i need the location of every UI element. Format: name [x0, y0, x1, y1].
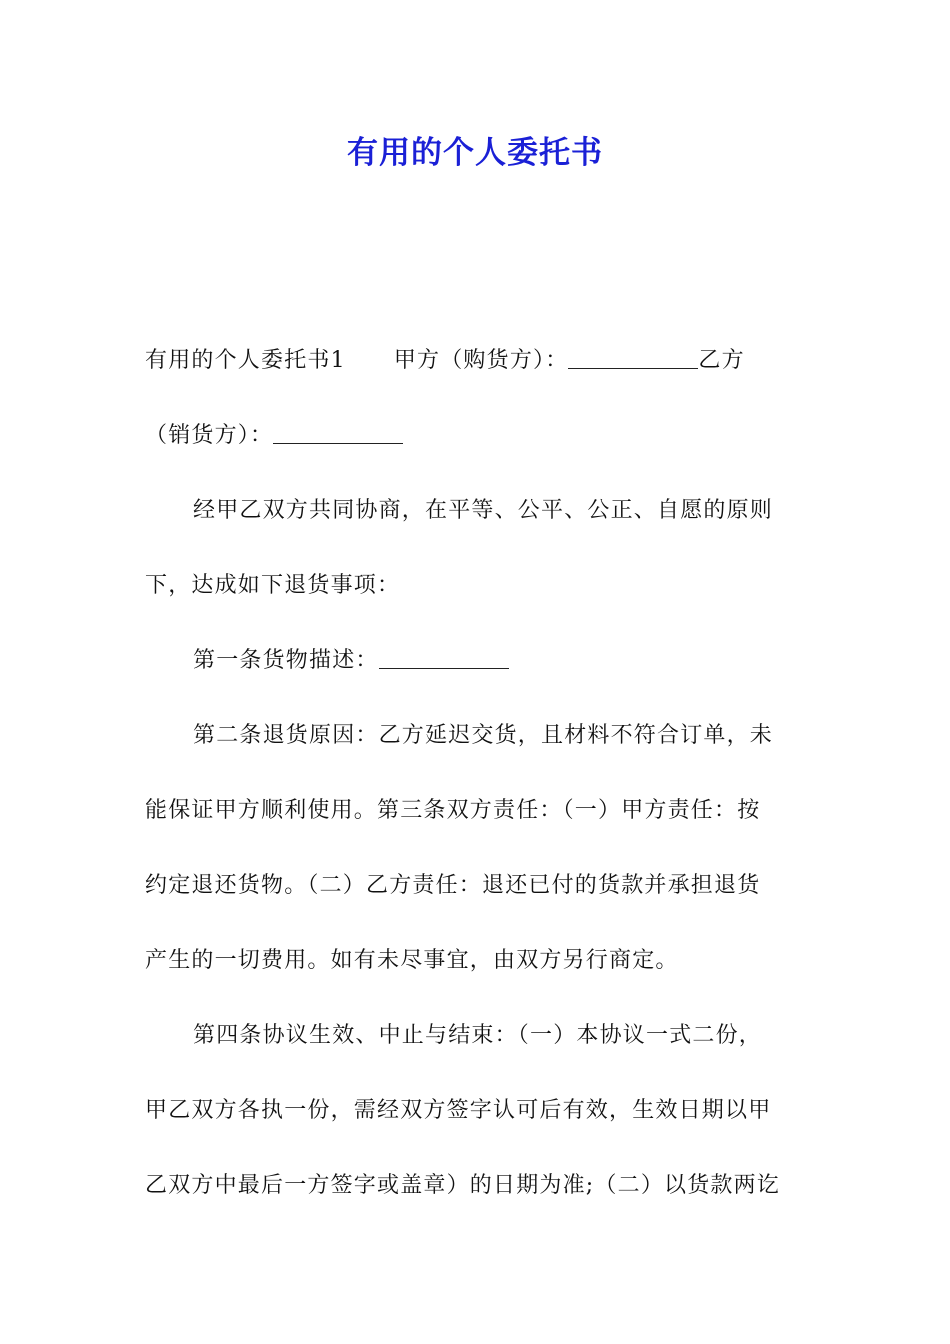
paragraph-line: 能保证甲方顺利使用。第三条双方责任：（一）甲方责任：按	[145, 798, 761, 823]
paragraph-line: 产生的一切费用。如有未尽事宜，由双方另行商定。	[145, 948, 679, 973]
heading-inline: 有用的个人委托书1	[145, 348, 346, 373]
paragraph-line: 第二条退货原因：乙方延迟交货，且材料不符合订单，未	[193, 723, 774, 748]
party-b-label-start: 乙方	[698, 348, 745, 373]
paragraph-line	[145, 413, 807, 488]
paragraph-line: 下，达成如下退货事项：	[145, 573, 401, 598]
document-body	[145, 338, 807, 1238]
party-a-label: 甲方（购货方）：	[393, 348, 569, 373]
goods-description-label: 第一条货物描述：	[193, 648, 379, 673]
party-a-blank	[568, 344, 698, 369]
paragraph-line	[145, 638, 807, 713]
paragraph-line: 经甲乙双方共同协商，在平等、公平、公正、自愿的原则	[193, 498, 774, 523]
party-b-blank	[273, 419, 403, 444]
paragraph-line: 甲乙双方各执一份，需经双方签字认可后有效，生效日期以甲	[145, 1098, 772, 1123]
document-title: 有用的个人委托书	[347, 135, 603, 171]
paragraph-line	[145, 338, 807, 413]
paragraph-line: 第四条协议生效、中止与结束：（一）本协议一式二份，	[193, 1023, 763, 1048]
party-b-label: （销货方）：	[145, 423, 274, 448]
goods-description-blank	[379, 644, 509, 669]
paragraph-line: 约定退还货物。（二）乙方责任：退还已付的货款并承担退货	[145, 873, 761, 898]
paragraph-line: 乙双方中最后一方签字或盖章）的日期为准;（二）以货款两讫	[145, 1173, 781, 1198]
